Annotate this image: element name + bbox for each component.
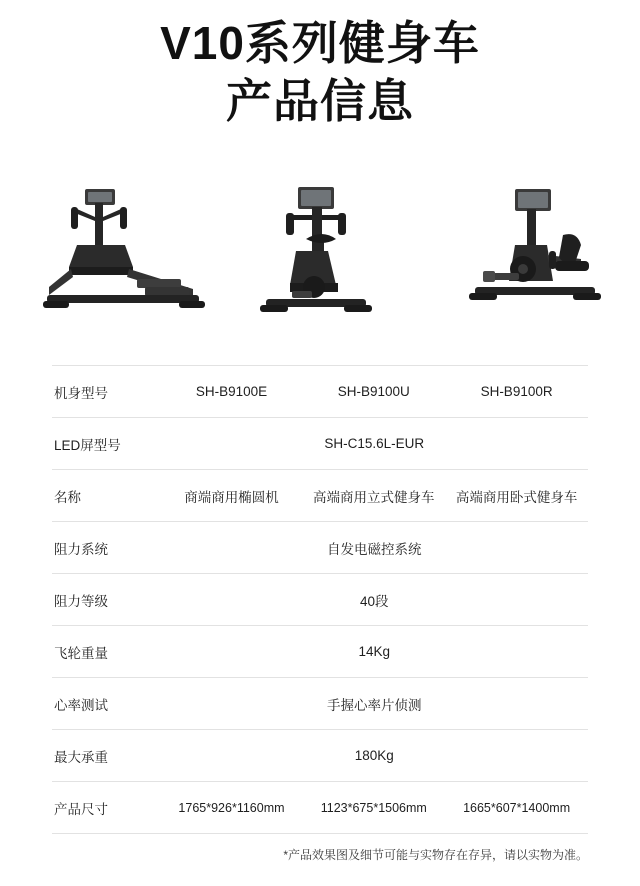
- spec-label: 产品尺寸: [54, 801, 108, 817]
- upright-bike-icon: [232, 183, 408, 333]
- spec-value-merged: 手握心率片侦测: [327, 697, 422, 713]
- page-title: [0, 0, 640, 130]
- spec-label: 最大承重: [54, 749, 108, 765]
- spec-value-merged: SH-C15.6L-EUR: [324, 436, 425, 451]
- spec-label: 飞轮重量: [54, 645, 108, 661]
- spec-label: 心率测试: [54, 697, 108, 713]
- spec-value-elliptical: SH-B9100E: [195, 384, 268, 399]
- spec-value-merged: 40段: [360, 593, 389, 609]
- table-row: [52, 678, 588, 730]
- spec-value-upright: 高端商用立式健身车: [313, 489, 435, 505]
- specification-table: [52, 365, 588, 834]
- elliptical-machine-icon: [33, 183, 209, 333]
- spec-value-elliptical: 1765*926*1160mm: [178, 800, 285, 815]
- spec-value-merged: 14Kg: [358, 644, 391, 659]
- spec-value-recumbent: SH-B9100R: [480, 384, 553, 399]
- product-image-row: [0, 178, 640, 343]
- spec-value-merged: 180Kg: [354, 748, 394, 763]
- page-title-line-2: 产品信息: [226, 75, 414, 127]
- table-row: [52, 782, 588, 834]
- spec-label: 阻力等级: [54, 593, 108, 609]
- table-row: [52, 366, 588, 418]
- spec-value-recumbent: 高端商用卧式健身车: [455, 489, 578, 505]
- spec-label: LED屏型号: [54, 437, 121, 453]
- product-image-recumbent-bike: [429, 183, 609, 343]
- spec-label: 机身型号: [54, 385, 108, 401]
- table-row: [52, 522, 588, 574]
- spec-value-recumbent: 1665*607*1400mm: [463, 800, 571, 815]
- spec-label: 阻力系统: [54, 541, 108, 557]
- table-row: [52, 418, 588, 470]
- table-row: [52, 470, 588, 522]
- spec-value-upright: SH-B9100U: [337, 384, 410, 399]
- table-row: [52, 730, 588, 782]
- table-row: [52, 574, 588, 626]
- page-title-line-1: V10系列健身车: [160, 17, 480, 69]
- table-row: [52, 626, 588, 678]
- spec-value-elliptical: 商端商用椭圆机: [184, 489, 279, 505]
- spec-value-upright: 1123*675*1506mm: [320, 800, 427, 815]
- spec-value-merged: 自发电磁控系统: [327, 541, 422, 557]
- spec-label: 名称: [54, 489, 81, 505]
- recumbent-bike-icon: [431, 183, 607, 333]
- product-image-upright-bike: [230, 183, 410, 343]
- product-image-elliptical-machine: [31, 183, 211, 343]
- footnote: *产品效果图及细节可能与实物存在存异，请以实物为准。: [283, 848, 588, 862]
